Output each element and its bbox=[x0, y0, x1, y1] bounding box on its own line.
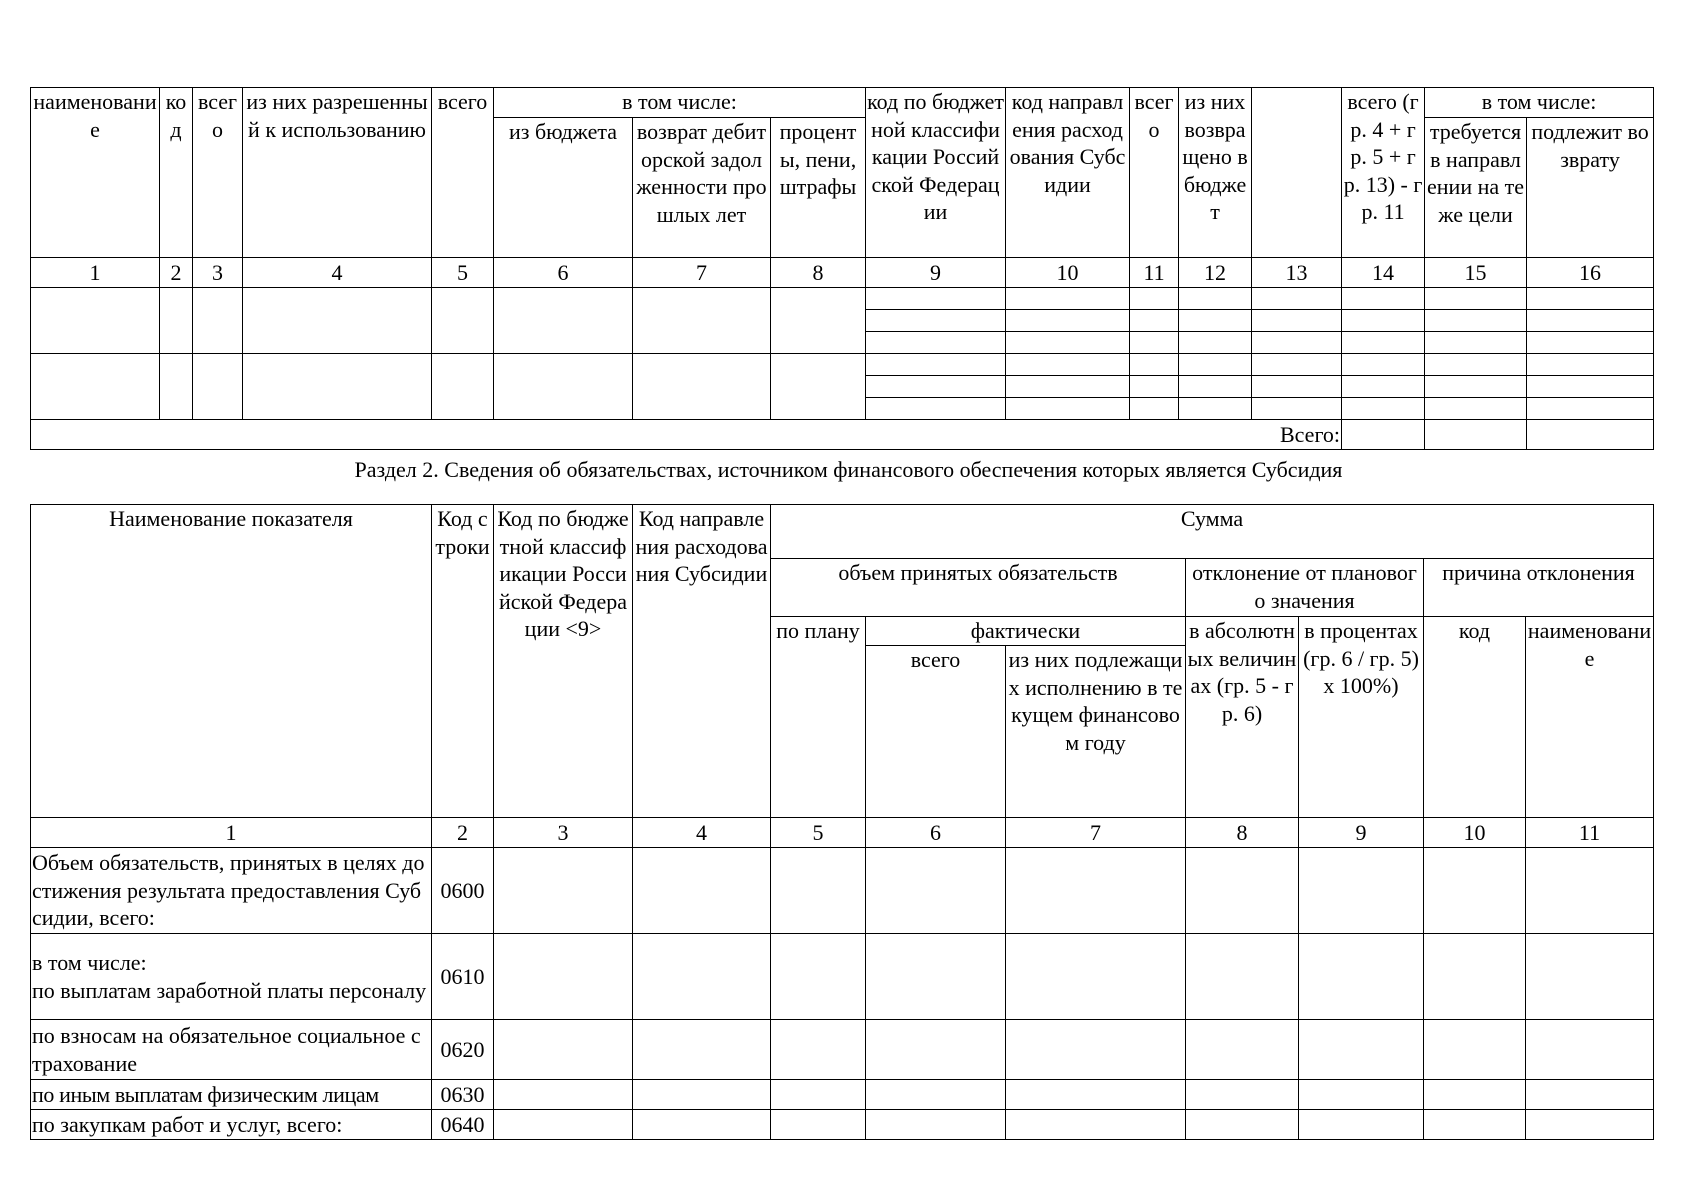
table-cell[interactable] bbox=[1342, 354, 1425, 376]
table-cell[interactable] bbox=[1299, 1110, 1424, 1140]
total-cell[interactable] bbox=[1342, 420, 1425, 450]
header-from-budget: из бюджета bbox=[494, 118, 633, 258]
table-cell[interactable] bbox=[1186, 1080, 1299, 1110]
table-cell[interactable] bbox=[1527, 288, 1654, 310]
table-cell[interactable] bbox=[1424, 1110, 1526, 1140]
table-cell[interactable] bbox=[1424, 934, 1526, 1020]
table-cell[interactable] bbox=[1527, 310, 1654, 332]
table-cell[interactable] bbox=[1186, 848, 1299, 934]
header-total-formula: всего (гр. 4 + гр. 5 + гр. 13) - гр. 11 bbox=[1342, 88, 1425, 258]
table-cell[interactable] bbox=[1006, 332, 1130, 354]
row-code: 0630 bbox=[432, 1080, 494, 1110]
table-cell[interactable] bbox=[494, 1080, 633, 1110]
header-plan: по плану bbox=[771, 617, 866, 818]
header-direction-code: Код направления расходования Субсидии bbox=[633, 505, 771, 818]
table-row bbox=[31, 1110, 1654, 1140]
table-cell[interactable] bbox=[1252, 376, 1342, 398]
header-including-2: в том числе: bbox=[1425, 88, 1654, 118]
table-cell[interactable] bbox=[771, 934, 866, 1020]
header-absolute: в абсолютных величинах (гр. 5 - гр. 6) bbox=[1186, 617, 1299, 818]
header-percent: в процентах (гр. 6 / гр. 5) x 100%) bbox=[1299, 617, 1424, 818]
col-number: 7 bbox=[1006, 818, 1186, 848]
header-reason-name: наименование bbox=[1526, 617, 1654, 818]
col-number: 3 bbox=[193, 258, 243, 288]
header-actual-current: из них подлежащих исполнению в текущем финансовом году bbox=[1006, 646, 1186, 818]
col-number: 4 bbox=[633, 818, 771, 848]
table-cell[interactable] bbox=[494, 1110, 633, 1140]
table-cell[interactable] bbox=[1006, 376, 1130, 398]
table-cell[interactable] bbox=[31, 354, 160, 420]
table-cell[interactable] bbox=[1006, 288, 1130, 310]
header-direction-code: код направления расходования Субсидии bbox=[1006, 88, 1130, 258]
header-required: требуется в направлении на те же цели bbox=[1425, 118, 1527, 258]
total-cell[interactable] bbox=[1425, 420, 1527, 450]
row-code: 0620 bbox=[432, 1020, 494, 1080]
table-cell[interactable] bbox=[1186, 1020, 1299, 1080]
col-number: 8 bbox=[771, 258, 866, 288]
col-number: 6 bbox=[494, 258, 633, 288]
table-cell[interactable] bbox=[31, 288, 160, 354]
table-row bbox=[31, 848, 1654, 934]
table-cell[interactable] bbox=[771, 354, 866, 420]
col-number: 9 bbox=[1299, 818, 1424, 848]
table-cell[interactable] bbox=[1006, 310, 1130, 332]
header-interest: проценты, пени, штрафы bbox=[771, 118, 866, 258]
table-cell[interactable] bbox=[243, 288, 432, 354]
table-cell[interactable] bbox=[1526, 848, 1654, 934]
total-cell[interactable] bbox=[1527, 420, 1654, 450]
table-cell[interactable] bbox=[1424, 848, 1526, 934]
table-cell[interactable] bbox=[1179, 332, 1252, 354]
col-number: 14 bbox=[1342, 258, 1425, 288]
table-cell[interactable] bbox=[1342, 332, 1425, 354]
header-total: всего bbox=[193, 88, 243, 258]
table-cell[interactable] bbox=[494, 1020, 633, 1080]
col-number: 15 bbox=[1425, 258, 1527, 288]
header-bk-code: код по бюджетной классификации Российской Федерации bbox=[866, 88, 1006, 258]
table-cell[interactable] bbox=[1299, 848, 1424, 934]
col-number: 2 bbox=[432, 818, 494, 848]
table-cell[interactable] bbox=[1006, 1080, 1186, 1110]
table-cell[interactable] bbox=[633, 1110, 771, 1140]
col-number: 9 bbox=[866, 258, 1006, 288]
table-cell[interactable] bbox=[1424, 1080, 1526, 1110]
table-cell[interactable] bbox=[1179, 354, 1252, 376]
header-total-payments: всего bbox=[1130, 88, 1179, 258]
table-cell[interactable] bbox=[633, 934, 771, 1020]
table-cell[interactable] bbox=[771, 288, 866, 354]
table-cell[interactable] bbox=[1527, 354, 1654, 376]
table-cell[interactable] bbox=[1179, 288, 1252, 310]
table-cell[interactable] bbox=[1186, 1110, 1299, 1140]
subsidy-balance-table bbox=[30, 87, 1654, 450]
header-allowed: из них разрешенный к использованию bbox=[243, 88, 432, 258]
header-bk-code: Код по бюджетной классификации Российской Федерации <9> bbox=[494, 505, 633, 818]
table-cell[interactable] bbox=[866, 1080, 1006, 1110]
row-code: 0600 bbox=[432, 848, 494, 934]
table-cell[interactable] bbox=[1342, 398, 1425, 420]
table-cell[interactable] bbox=[1252, 310, 1342, 332]
table-cell[interactable] bbox=[633, 848, 771, 934]
header-actual: фактически bbox=[866, 617, 1186, 646]
col-number: 5 bbox=[432, 258, 494, 288]
col-number: 3 bbox=[494, 818, 633, 848]
table-cell[interactable] bbox=[160, 288, 193, 354]
row-name: по иным выплатам физическим лицам bbox=[31, 1080, 432, 1110]
table-cell[interactable] bbox=[193, 288, 243, 354]
table-cell[interactable] bbox=[1130, 398, 1179, 420]
header-receivables: возврат дебиторской задолженности прошлых лет bbox=[633, 118, 771, 258]
table-cell[interactable] bbox=[866, 288, 1006, 310]
table-cell[interactable] bbox=[1252, 332, 1342, 354]
table-cell[interactable] bbox=[1527, 376, 1654, 398]
table-cell[interactable] bbox=[1527, 398, 1654, 420]
table-cell[interactable] bbox=[1526, 1080, 1654, 1110]
table-cell[interactable] bbox=[1526, 934, 1654, 1020]
section-2-title: Раздел 2. Сведения об обязательствах, источником финансового обеспечения которых является Субсидия bbox=[354, 457, 1343, 482]
table-cell[interactable] bbox=[1526, 1110, 1654, 1140]
header-code: код bbox=[160, 88, 193, 258]
table-cell[interactable] bbox=[160, 354, 193, 420]
header-name: наименование bbox=[31, 88, 160, 258]
table-cell[interactable] bbox=[1299, 1080, 1424, 1110]
row-code: 0610 bbox=[432, 934, 494, 1020]
table-cell[interactable] bbox=[1179, 376, 1252, 398]
header-col13 bbox=[1252, 88, 1342, 258]
table-cell[interactable] bbox=[1425, 398, 1527, 420]
table-row bbox=[31, 934, 1654, 1020]
header-actual-total: всего bbox=[866, 646, 1006, 818]
table-cell[interactable] bbox=[1527, 332, 1654, 354]
row-name: по закупкам работ и услуг, всего: bbox=[31, 1110, 432, 1140]
col-number: 1 bbox=[31, 818, 432, 848]
table-cell[interactable] bbox=[1006, 848, 1186, 934]
table-cell[interactable] bbox=[771, 1020, 866, 1080]
table-cell[interactable] bbox=[1299, 934, 1424, 1020]
table-cell[interactable] bbox=[866, 398, 1006, 420]
table-cell[interactable] bbox=[1425, 332, 1527, 354]
table-cell[interactable] bbox=[866, 376, 1006, 398]
header-deviation: отклонение от планового значения bbox=[1186, 559, 1424, 617]
col-number: 6 bbox=[866, 818, 1006, 848]
table-cell[interactable] bbox=[1006, 934, 1186, 1020]
table-cell[interactable] bbox=[1130, 310, 1179, 332]
table-cell[interactable] bbox=[866, 848, 1006, 934]
table-cell[interactable] bbox=[1425, 376, 1527, 398]
col-number: 10 bbox=[1424, 818, 1526, 848]
table-cell[interactable] bbox=[243, 354, 432, 420]
table-row bbox=[31, 1020, 1654, 1080]
header-sum: Сумма bbox=[771, 505, 1654, 559]
header-returned: из них возвращено в бюджет bbox=[1179, 88, 1252, 258]
header-reason-code: код bbox=[1424, 617, 1526, 818]
table-cell[interactable] bbox=[866, 934, 1006, 1020]
col-number: 7 bbox=[633, 258, 771, 288]
header-to-return: подлежит возврату bbox=[1527, 118, 1654, 258]
table-cell[interactable] bbox=[1342, 376, 1425, 398]
table-cell[interactable] bbox=[1006, 1020, 1186, 1080]
table-cell[interactable] bbox=[1425, 310, 1527, 332]
obligations-table bbox=[30, 504, 1654, 1140]
table-cell[interactable] bbox=[771, 1110, 866, 1140]
header-indicator: Наименование показателя bbox=[31, 505, 432, 818]
table-cell[interactable] bbox=[1299, 1020, 1424, 1080]
col-number: 11 bbox=[1130, 258, 1179, 288]
table-cell[interactable] bbox=[494, 934, 633, 1020]
table-cell[interactable] bbox=[771, 1080, 866, 1110]
table-cell[interactable] bbox=[193, 354, 243, 420]
table-cell[interactable] bbox=[1130, 354, 1179, 376]
table-cell[interactable] bbox=[1186, 934, 1299, 1020]
table-cell[interactable] bbox=[633, 1020, 771, 1080]
col-number: 2 bbox=[160, 258, 193, 288]
row-name: в том числе: по выплатам заработной платы персоналу bbox=[31, 934, 432, 1020]
table-cell[interactable] bbox=[866, 1110, 1006, 1140]
total-label: Всего: bbox=[31, 420, 1342, 450]
table-row bbox=[31, 1080, 1654, 1110]
table-cell[interactable] bbox=[494, 848, 633, 934]
table-cell[interactable] bbox=[1252, 354, 1342, 376]
table-cell[interactable] bbox=[633, 288, 771, 354]
row-name: по взносам на обязательное социальное страхование bbox=[31, 1020, 432, 1080]
table-cell[interactable] bbox=[633, 354, 771, 420]
table-cell[interactable] bbox=[1179, 310, 1252, 332]
table-cell[interactable] bbox=[1006, 1110, 1186, 1140]
table-cell[interactable] bbox=[1425, 354, 1527, 376]
table-cell[interactable] bbox=[1252, 398, 1342, 420]
table-cell[interactable] bbox=[494, 288, 633, 354]
col-number: 5 bbox=[771, 818, 866, 848]
table-cell[interactable] bbox=[771, 848, 866, 934]
table-cell[interactable] bbox=[1526, 1020, 1654, 1080]
table-cell[interactable] bbox=[1130, 376, 1179, 398]
table-cell[interactable] bbox=[1252, 288, 1342, 310]
col-number: 10 bbox=[1006, 258, 1130, 288]
col-number: 12 bbox=[1179, 258, 1252, 288]
table-cell[interactable] bbox=[866, 310, 1006, 332]
header-row-code: Код строки bbox=[432, 505, 494, 818]
table-cell[interactable] bbox=[866, 354, 1006, 376]
header-including: в том числе: bbox=[494, 88, 866, 118]
table-cell[interactable] bbox=[1006, 354, 1130, 376]
header-volume: объем принятых обязательств bbox=[771, 559, 1186, 617]
col-number: 16 bbox=[1527, 258, 1654, 288]
table-cell[interactable] bbox=[1342, 310, 1425, 332]
table-cell[interactable] bbox=[1425, 288, 1527, 310]
table-cell[interactable] bbox=[633, 1080, 771, 1110]
header-total-receipts: всего bbox=[432, 88, 494, 258]
table-cell[interactable] bbox=[1006, 398, 1130, 420]
header-reason: причина отклонения bbox=[1424, 559, 1654, 617]
table-cell[interactable] bbox=[1130, 332, 1179, 354]
table-cell[interactable] bbox=[494, 354, 633, 420]
col-number: 8 bbox=[1186, 818, 1299, 848]
col-number: 11 bbox=[1526, 818, 1654, 848]
col-number: 13 bbox=[1252, 258, 1342, 288]
row-name: Объем обязательств, принятых в целях достижения результата предоставления Субсидии, всего: bbox=[31, 848, 432, 934]
table-cell[interactable] bbox=[432, 288, 494, 354]
table-cell[interactable] bbox=[1179, 398, 1252, 420]
table-cell[interactable] bbox=[866, 332, 1006, 354]
col-number: 4 bbox=[243, 258, 432, 288]
table-cell[interactable] bbox=[1130, 288, 1179, 310]
row-code: 0640 bbox=[432, 1110, 494, 1140]
table-cell[interactable] bbox=[866, 1020, 1006, 1080]
table-cell[interactable] bbox=[1342, 288, 1425, 310]
table-cell[interactable] bbox=[1424, 1020, 1526, 1080]
col-number: 1 bbox=[31, 258, 160, 288]
table-cell[interactable] bbox=[432, 354, 494, 420]
